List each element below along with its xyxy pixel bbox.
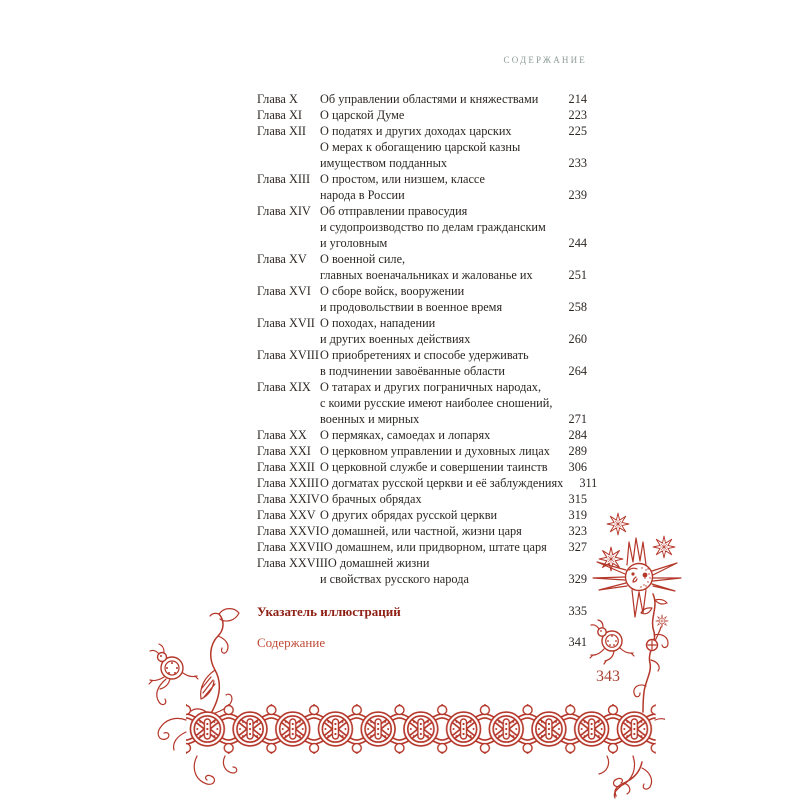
page-ref bbox=[553, 395, 587, 411]
page-ref bbox=[553, 171, 587, 187]
chapter-title: О сборе войск, вооружении bbox=[320, 284, 465, 298]
chapter-label bbox=[257, 139, 320, 155]
running-header: СОДЕРЖАНИЕ bbox=[503, 55, 587, 65]
chapter-title: и судопроизводство по делам гражданским bbox=[320, 220, 546, 234]
chapter-title: Об отправлении правосудия bbox=[320, 204, 468, 218]
page-ref bbox=[553, 283, 587, 299]
chapter-label: Глава XXVIII bbox=[257, 556, 328, 570]
toc-line bbox=[257, 443, 587, 459]
page-ref: 260 bbox=[568, 332, 587, 346]
chapter-title: и продовольствии в военное время bbox=[320, 300, 503, 314]
chapter-title: О простом, или низшем, классе bbox=[320, 172, 485, 186]
page-ref bbox=[553, 379, 587, 395]
chapter-label bbox=[257, 187, 320, 203]
chapter-title: О других обрядах русской церкви bbox=[320, 508, 498, 522]
page-ref: 289 bbox=[568, 444, 587, 458]
toc-line bbox=[257, 299, 587, 315]
toc-line bbox=[257, 283, 587, 299]
page-ref: 251 bbox=[568, 268, 587, 282]
page-ref: 284 bbox=[568, 428, 587, 442]
chapter-title: военных и мирных bbox=[320, 412, 420, 426]
page-ref: 223 bbox=[568, 108, 587, 122]
chapter-label: Глава XV bbox=[257, 252, 307, 266]
chapter-label bbox=[257, 155, 320, 171]
toc-line bbox=[257, 155, 587, 171]
chapter-label: Глава XXVI bbox=[257, 524, 320, 538]
sun-stars-vine-ornament bbox=[555, 490, 705, 800]
chapter-title: О брачных обрядах bbox=[320, 492, 422, 506]
toc-line bbox=[257, 459, 587, 475]
vine-scroll bbox=[615, 594, 668, 796]
chapter-label bbox=[257, 395, 320, 411]
chapter-label bbox=[257, 571, 320, 587]
chapter-label bbox=[257, 267, 320, 283]
chapter-title: О пермяках, самоедах и лопарях bbox=[320, 428, 491, 442]
chapter-label bbox=[257, 331, 320, 347]
frog-creature-icon bbox=[149, 644, 198, 689]
chapter-label: Глава XXIV bbox=[257, 492, 320, 506]
chapter-title: О мерах к обогащению царской казны bbox=[320, 140, 521, 154]
page-ref: 214 bbox=[568, 92, 587, 106]
page-ref: 233 bbox=[568, 156, 587, 170]
toc-line bbox=[257, 571, 587, 587]
chapter-label: Глава XI bbox=[257, 108, 302, 122]
chapter-title: О домашней жизни bbox=[327, 556, 430, 570]
chapter-title: Об управлении областями и княжествами bbox=[320, 92, 539, 106]
chapter-label: Глава XXV bbox=[257, 508, 316, 522]
toc-list bbox=[257, 91, 598, 587]
toc-line bbox=[257, 235, 587, 251]
toc-line bbox=[257, 107, 587, 123]
page-ref: 306 bbox=[568, 460, 587, 474]
toc-line bbox=[257, 539, 587, 555]
section-label: Содержание bbox=[257, 635, 326, 650]
toc-line bbox=[257, 123, 587, 139]
toc-line bbox=[257, 219, 587, 235]
chapter-title: О татарах и других пограничных народах, bbox=[320, 380, 542, 394]
chapter-label: Глава XXIII bbox=[257, 476, 320, 490]
sun-face-icon bbox=[593, 538, 681, 617]
chapter-title: и свойствах русского народа bbox=[320, 572, 469, 586]
chapter-label: Глава XXI bbox=[257, 444, 311, 458]
table-of-contents bbox=[257, 91, 598, 651]
chapter-label: Глава XXII bbox=[257, 460, 315, 474]
chapter-label: Глава XII bbox=[257, 124, 307, 138]
page-ref bbox=[553, 203, 587, 219]
frog-creature-icon bbox=[590, 620, 634, 664]
page-ref bbox=[553, 347, 587, 363]
toc-line bbox=[257, 427, 587, 443]
chapter-label bbox=[257, 235, 320, 251]
page-ref: 244 bbox=[568, 236, 587, 250]
page-ref: 329 bbox=[568, 572, 587, 586]
page-ref: 264 bbox=[568, 364, 587, 378]
chapter-label: Глава XIII bbox=[257, 172, 311, 186]
toc-line bbox=[257, 91, 587, 107]
toc-line bbox=[257, 331, 587, 347]
toc-line bbox=[257, 475, 598, 491]
toc-line bbox=[257, 267, 587, 283]
chapter-title: О догматах русской церкви и её заблуждениях bbox=[320, 476, 564, 490]
chapter-label bbox=[257, 363, 320, 379]
chapter-title: имуществом подданных bbox=[320, 156, 447, 170]
toc-line bbox=[257, 555, 587, 571]
chapter-title: с коими русские имеют наиболее сношений, bbox=[320, 396, 553, 410]
chapter-title: и уголовным bbox=[320, 236, 388, 250]
chapter-title: О царской Думе bbox=[320, 108, 405, 122]
toc-line bbox=[257, 315, 587, 331]
page-ref: 258 bbox=[568, 300, 587, 314]
toc-line bbox=[257, 251, 587, 267]
page-ref: 271 bbox=[568, 412, 587, 426]
toc-line bbox=[257, 347, 587, 363]
toc-line bbox=[257, 171, 587, 187]
toc-line bbox=[257, 139, 587, 155]
page-ref: 323 bbox=[568, 524, 587, 538]
chapter-title: в подчинении завоёванные области bbox=[320, 364, 505, 378]
page-ref bbox=[553, 315, 587, 331]
chapter-title: О военной силе, bbox=[320, 252, 406, 266]
toc-line bbox=[257, 395, 587, 411]
chapter-title: О приобретениях и способе удерживать bbox=[320, 348, 529, 362]
toc-section-contents bbox=[257, 634, 587, 651]
toc-line bbox=[257, 363, 587, 379]
page-ref: 319 bbox=[568, 508, 587, 522]
toc-section-illustrations-index bbox=[257, 603, 587, 620]
chapter-label bbox=[257, 411, 320, 427]
chapter-title: народа в России bbox=[320, 188, 405, 202]
chapter-label: Глава XXVII bbox=[257, 540, 324, 554]
page-ref bbox=[553, 139, 587, 155]
chapter-title: и других военных действиях bbox=[320, 332, 471, 346]
page-ref bbox=[553, 251, 587, 267]
section-page-ref: 335 bbox=[568, 604, 587, 618]
toc-line bbox=[257, 491, 587, 507]
chapter-title: О церковном управлении и духовных лицах bbox=[320, 444, 550, 458]
toc-line bbox=[257, 507, 587, 523]
chapter-label: Глава XX bbox=[257, 428, 307, 442]
page-ref: 315 bbox=[568, 492, 587, 506]
chapter-title: О походах, нападении bbox=[320, 316, 436, 330]
chapter-label bbox=[257, 299, 320, 315]
toc-line bbox=[257, 411, 587, 427]
chapter-label: Глава XVII bbox=[257, 316, 315, 330]
chapter-title: главных военачальниках и жалованье их bbox=[320, 268, 533, 282]
toc-line bbox=[257, 203, 587, 219]
page-ref: 311 bbox=[579, 476, 598, 490]
page-ref bbox=[553, 219, 587, 235]
page-number-folio: 343 bbox=[596, 668, 620, 685]
section-label: Указатель иллюстраций bbox=[257, 604, 401, 619]
chapter-label: Глава XIV bbox=[257, 204, 311, 218]
chapter-label: Глава XVIII bbox=[257, 348, 320, 362]
toc-line bbox=[257, 187, 587, 203]
chapter-title: О домашней, или частной, жизни царя bbox=[320, 524, 522, 538]
chapter-title: О церковной службе и совершении таинств bbox=[320, 460, 548, 474]
page-ref: 239 bbox=[568, 188, 587, 202]
page-ref: 327 bbox=[568, 540, 587, 554]
page-ref: 225 bbox=[568, 124, 587, 138]
toc-line bbox=[257, 379, 587, 395]
section-page-ref: 341 bbox=[568, 635, 587, 649]
chapter-label: Глава X bbox=[257, 92, 298, 106]
chapter-label: Глава XIX bbox=[257, 380, 311, 394]
chapter-title: О податях и других доходах царских bbox=[320, 124, 512, 138]
chapter-title: О домашнем, или придворном, штате царя bbox=[323, 540, 547, 554]
chapter-label bbox=[257, 219, 320, 235]
chapter-label: Глава XVI bbox=[257, 284, 311, 298]
toc-line bbox=[257, 523, 587, 539]
